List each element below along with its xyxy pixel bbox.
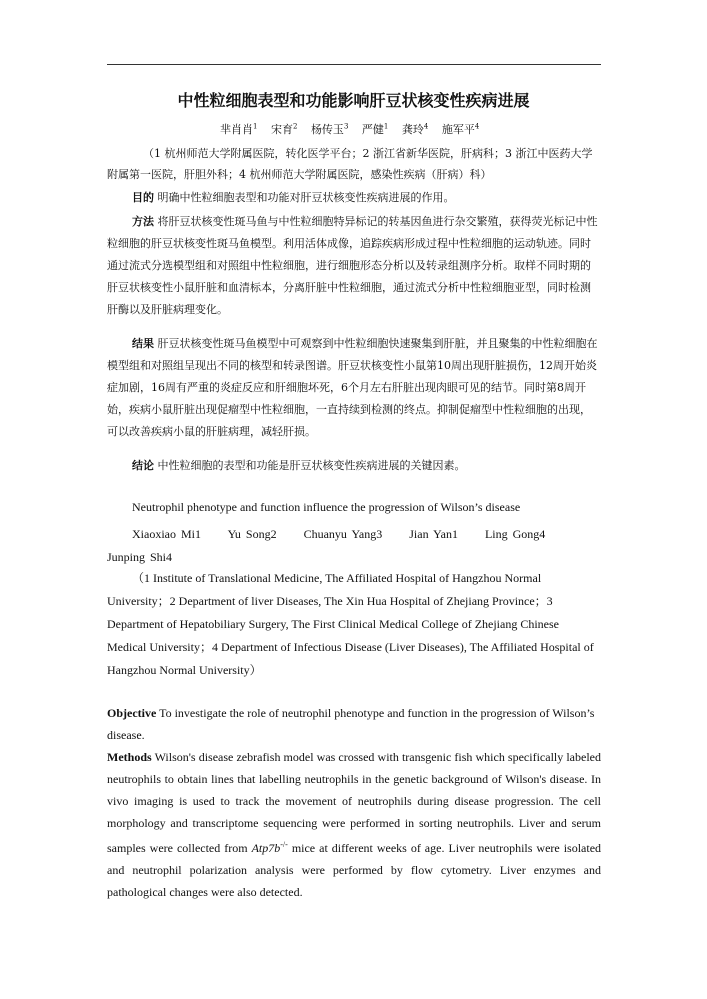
results-zh bbox=[107, 333, 601, 443]
objective-en-text: To investigate the role of neutrophil phenotype and function in the progression of Wilson’s disease. bbox=[107, 706, 595, 742]
author-en: Yu Song2 bbox=[227, 527, 277, 541]
title-zh: 中性粒细胞表型和功能影响肝豆状核变性疾病进展 bbox=[177, 91, 530, 110]
methods-zh bbox=[107, 211, 601, 321]
authors-en bbox=[107, 523, 601, 569]
methods-en-label: Methods bbox=[107, 750, 152, 764]
authors-zh bbox=[220, 121, 489, 137]
affiliations-en: （1 Institute of Translational Medicine, The Affiliated Hospital of Hangzhou Normal University；2 Department of liver Diseases, The Xin Hua Hospital of Zhejiang Province；3 Department of Hepatobiliary Surgery, The First Clinical Medical College of Zhejiang Chinese Medical University；4 Department of Infectious Disease (Liver Diseases), The Affiliated Hospital of Hangzhou Normal University） bbox=[107, 571, 594, 677]
objective-en bbox=[107, 702, 601, 746]
methods-text: 将肝豆状核变性斑马鱼与中性粒细胞特异标记的转基因鱼进行杂交繁殖，获得荧光标记中性粒细胞的肝豆状核变性斑马鱼模型。利用活体成像，追踪疾病形成过程中性粒细胞的运动轨迹。同时通过流式分选模型组和对照组中性粒细胞，进行细胞形态分析以及转录组测序分析。取样不同时期的肝豆状核变性小鼠肝脏和血清标本，分离肝脏中性粒细胞，通过流式分析中性粒细胞亚型，同时检测肝酶以及肝脏病理变化。 bbox=[107, 215, 598, 316]
gene-superscript: -/- bbox=[280, 840, 288, 849]
conclusion-label: 结论 bbox=[132, 459, 154, 472]
methods-en bbox=[107, 746, 601, 903]
objective-label: 目的 bbox=[132, 191, 154, 204]
affiliations-zh: （1 杭州师范大学附属医院，转化医学平台；2 浙江省新华医院，肝病科；3 浙江中医药大学附属第一医院，肝胆外科；4 杭州师范大学附属医院，感染性疾病（肝病）科） bbox=[107, 147, 593, 181]
objective-zh bbox=[107, 187, 601, 209]
author-zh: 芈肖肖$^1$ bbox=[220, 122, 258, 136]
conclusion-zh bbox=[107, 455, 601, 477]
author-en: Xiaoxiao Mi1 bbox=[132, 527, 201, 541]
author-en: Junping Shi4 bbox=[107, 550, 173, 564]
gene-name: Atp7b bbox=[251, 841, 281, 855]
methods-label: 方法 bbox=[132, 215, 154, 228]
conclusion-text: 中性粒细胞的表型和功能是肝豆状核变性疾病进展的关键因素。 bbox=[157, 459, 466, 472]
author-zh: 杨传玉$^3$ bbox=[310, 122, 349, 136]
author-zh: 严健$^1$ bbox=[361, 122, 389, 136]
author-en: Jian Yan1 bbox=[409, 527, 458, 541]
results-text: 肝豆状核变性斑马鱼模型中可观察到中性粒细胞快速聚集到肝脏，并且聚集的中性粒细胞在模型组和对照组呈现出不同的核型和转录图谱。肝豆状核变性小鼠第10周出现肝脏损伤，12周开始炎症加剧，16周有严重的炎症反应和肝细胞坏死，6个月左右肝脏出现肉眼可见的结节。同时第8周开始，疾病小鼠肝脏出现促瘤型中性粒细胞，一直持续到检测的终点。抑制促瘤型中性粒细胞的出现，可以改善疾病小鼠的肝脏病理，减轻肝损。 bbox=[107, 337, 598, 438]
author-en: Chuanyu Yang3 bbox=[303, 527, 383, 541]
author-zh: 施军平$^4$ bbox=[441, 122, 480, 136]
results-label: 结果 bbox=[132, 337, 154, 350]
methods-en-text-before: Wilson's disease zebrafish model was crossed with transgenic fish which specifically labeled neutrophils to obtain lines that labelling neutrophils in the genetic background of Wilson's disease. In vivo imaging is used to track the movement of neutrophils during disease progression. The cell morphology and transcriptome sequencing were performed in sorting neutrophils. Liver and serum samples were collected from bbox=[107, 750, 601, 855]
author-en: Ling Gong4 bbox=[484, 527, 546, 541]
methods-en-text-after: mice at different weeks of age. Liver neutrophils were isolated and neutrophil polarization analysis were performed by flow cytometry. Liver enzymes and pathological changes were also detected. bbox=[107, 841, 602, 899]
title-en: Neutrophil phenotype and function influence the progression of Wilson’s disease bbox=[132, 500, 521, 514]
objective-en-label: Objective bbox=[107, 706, 157, 720]
header-rule bbox=[107, 64, 601, 65]
author-zh: 龚玲$^4$ bbox=[401, 122, 429, 136]
author-zh: 宋育$^2$ bbox=[270, 122, 298, 136]
objective-text: 明确中性粒细胞表型和功能对肝豆状核变性疾病进展的作用。 bbox=[157, 191, 455, 204]
